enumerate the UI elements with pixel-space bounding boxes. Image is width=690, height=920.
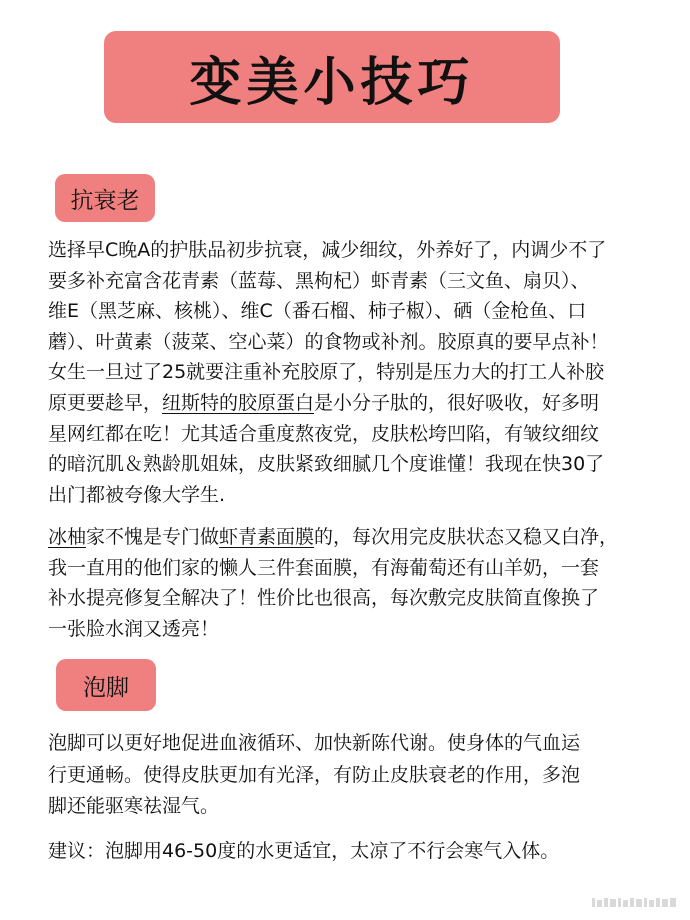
page-title: 变美小技巧	[189, 52, 475, 113]
paragraph-anti-aging-1	[48, 235, 678, 510]
text-line	[48, 614, 678, 645]
paragraph-foot-soak-1	[48, 728, 678, 823]
text-segment: 家不愧是专门做	[86, 526, 220, 548]
text-segment: 原更要趁早，	[48, 391, 163, 414]
text-line	[48, 235, 678, 266]
text-segment: 星网红都在吃！尤其适合重度熬夜党，皮肤松垮凹陷，有皱纹细纹	[48, 422, 600, 445]
underlined-keyword: 纽斯特的胶原蛋白	[162, 391, 315, 414]
section-label-foot-soak: 泡脚	[56, 659, 156, 711]
text-line	[48, 583, 678, 614]
text-segment: 选择早C晚A的护肤品初步抗衰，减少细纹，外养好了，内调少不了	[48, 239, 607, 261]
text-line	[48, 266, 678, 297]
text-segment: 补水提亮修复全解决了！性价比也很高，每次敷完皮肤简直像换了	[48, 587, 600, 610]
title-banner	[104, 31, 560, 123]
text-segment: 我一直用的他们家的懒人三件套面膜，有海葡萄还有山羊奶，一套	[48, 556, 600, 579]
text-segment: 的，每次用完皮肤状态又稳又白净，	[314, 526, 619, 548]
text-line	[48, 296, 678, 327]
text-line	[48, 728, 678, 760]
text-line	[48, 791, 678, 823]
paragraph-anti-aging-2	[48, 522, 678, 644]
text-segment: 的暗沉肌＆熟龄肌姐妹，皮肤紧致细腻几个度谁懂！我现在快30了	[48, 453, 605, 476]
text-line	[48, 836, 678, 867]
text-line	[48, 553, 678, 584]
text-segment: 脚还能驱寒祛湿气。	[48, 795, 220, 817]
text-line	[48, 357, 678, 388]
section-label-anti-aging: 抗衰老	[55, 174, 155, 222]
text-line	[48, 327, 678, 358]
text-line	[48, 419, 678, 450]
underlined-keyword: 虾青素面膜	[219, 526, 315, 548]
text-line	[48, 480, 678, 511]
text-segment: 出门都被夸像大学生.	[48, 483, 226, 506]
text-segment: 建议：泡脚用46-50度的水更适宜，太凉了不行会寒气入体。	[48, 840, 560, 862]
watermark-icon	[592, 897, 676, 908]
text-segment: 蘑）、叶黄素（菠菜、空心菜）的食物或补剂。胶原真的要早点补！	[48, 330, 609, 353]
text-segment: 一张脸水润又透亮！	[48, 617, 220, 640]
text-segment: 是小分子肽的，很好吸收，好多明	[314, 391, 600, 414]
paragraph-foot-soak-2	[48, 836, 678, 867]
text-segment: 泡脚可以更好地促进血液循环、加快新陈代谢。使身体的气血运	[48, 732, 581, 754]
text-line	[48, 522, 678, 553]
text-line	[48, 760, 678, 792]
text-segment: 行更通畅。使得皮肤更加有光泽，有防止皮肤衰老的作用，多泡	[48, 763, 581, 786]
underlined-keyword: 冰柚	[48, 526, 87, 548]
text-segment: 维E（黑芝麻、核桃）、维C（番石榴、柿子椒）、硒（金枪鱼、口	[48, 300, 587, 323]
text-segment: 要多补充富含花青素（蓝莓、黑枸杞）虾青素（三文鱼、扇贝）、	[48, 269, 590, 292]
text-line	[48, 449, 678, 480]
text-segment: 女生一旦过了25就要注重补充胶原了，特别是压力大的打工人补胶	[48, 361, 605, 384]
text-line	[48, 388, 678, 419]
